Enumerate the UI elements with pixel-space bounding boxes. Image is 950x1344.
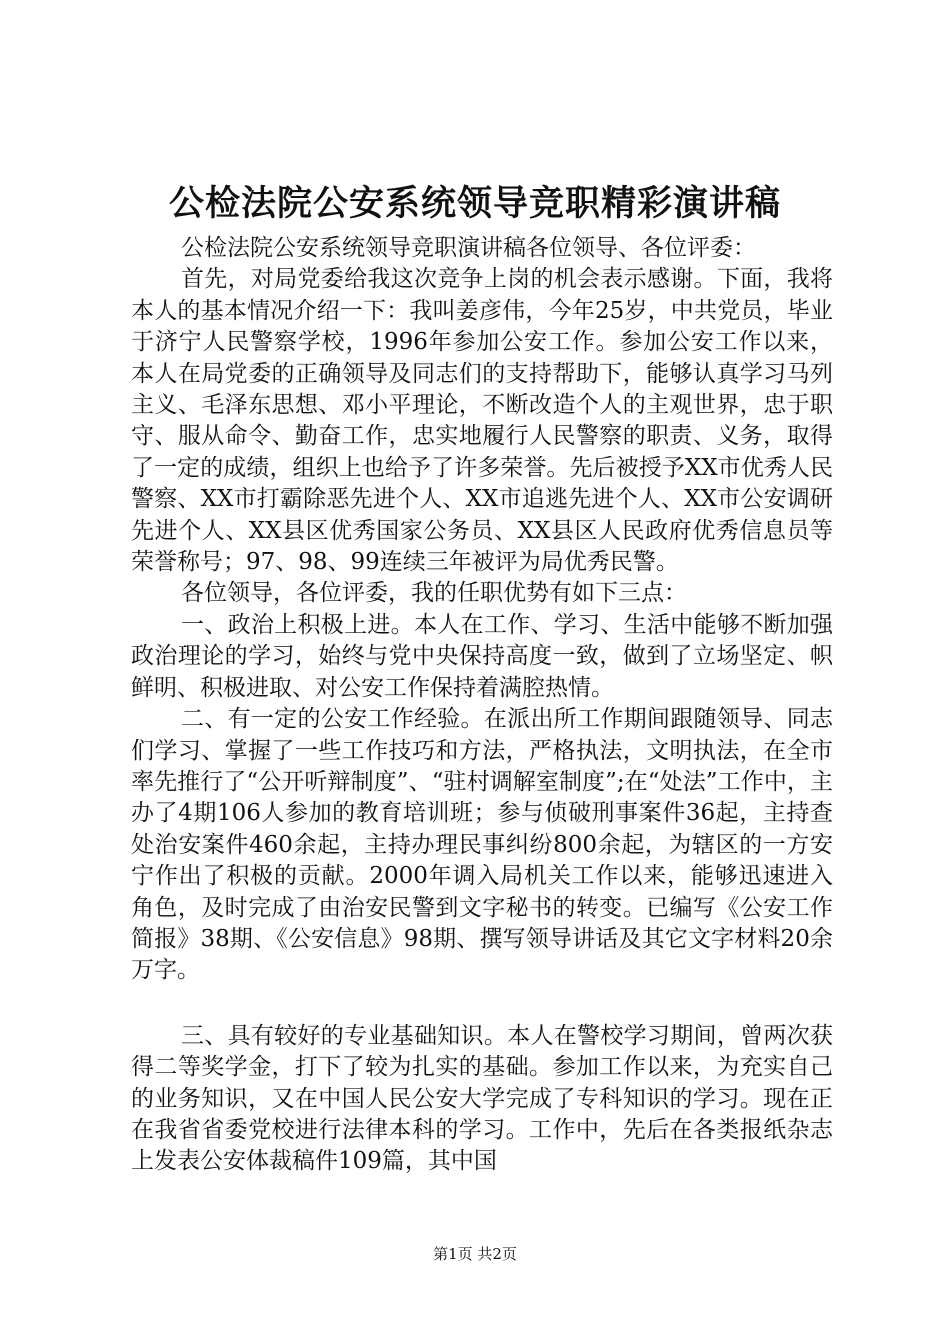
paragraph-introduction: 首先，对局党委给我这次竞争上岗的机会表示感谢。下面，我将本人的基本情况介绍一下：我叫姜彦伟，今年25岁，中共党员，毕业于济宁人民警察学校，1996年参加公安工作。参加公安工作以来，本人在局党委的正确领导及同志们的支持帮助下，能够认真学习马列主义、毛泽东思想、邓小平理论，不断改造个人的主观世界，忠于职守、服从命令、勤奋工作，忠实地履行人民警察的职责、义务，取得了一定的成绩，组织上也给予了许多荣誉。先后被授予XX市优秀人民警察、XX市打霸除恶先进个人、XX市追逃先进个人、XX市公安调研先进个人、XX县区优秀国家公务员、XX县区人民政府优秀信息员等荣誉称号；97、98、99连续三年被评为局优秀民警。 [131, 266, 833, 576]
paragraph-advantages-lead: 各位领导，各位评委，我的任职优势有如下三点： [181, 580, 687, 607]
paragraph-gap [131, 987, 833, 1021]
paragraph-advantage-three: 三、具有较好的专业基础知识。本人在警校学习期间，曾两次获得二等奖学金，打下了较为扎实的基础。参加工作以来，为充实自己的业务知识，又在中国人民公安大学完成了专科知识的学习。现在正在我省省委党校进行法律本科的学习。工作中，先后在各类报纸杂志上发表公安体裁稿件109篇，其中国 [131, 1022, 833, 1175]
document-body [131, 233, 833, 1178]
paragraph-salutation: 公检法院公安系统领导竞职演讲稿各位领导、各位评委： [181, 235, 756, 261]
document-title: 公检法院公安系统领导竞职精彩演讲稿 [168, 183, 781, 224]
paragraph-advantage-two: 二、有一定的公安工作经验。在派出所工作期间跟随领导、同志们学习、掌握了一些工作技巧和方法，严格执法，文明执法，在全市率先推行了“公开听辩制度”、“驻村调解室制度”;在“处法”工作中，主办了4期106人参加的教育培训班；参与侦破刑事案件36起，主持查处治安案件460余起，主持办理民事纠纷800余起，为辖区的一方安宁作出了积极的贡献。2000年调入局机关工作以来，能够迅速进入角色，及时完成了由治安民警到文字秘书的转变。已编写《公安工作简报》38期、《公安信息》98期、撰写领导讲话及其它文字材料20余万字。 [131, 706, 833, 984]
page-number-footer: 第1页 共2页 [433, 1245, 517, 1263]
paragraph-advantage-one: 一、政治上积极上进。本人在工作、学习、生活中能够不断加强政治理论的学习，始终与党中央保持高度一致，做到了立场坚定、帜鲜明、积极进取、对公安工作保持着满腔热情。 [131, 611, 833, 701]
